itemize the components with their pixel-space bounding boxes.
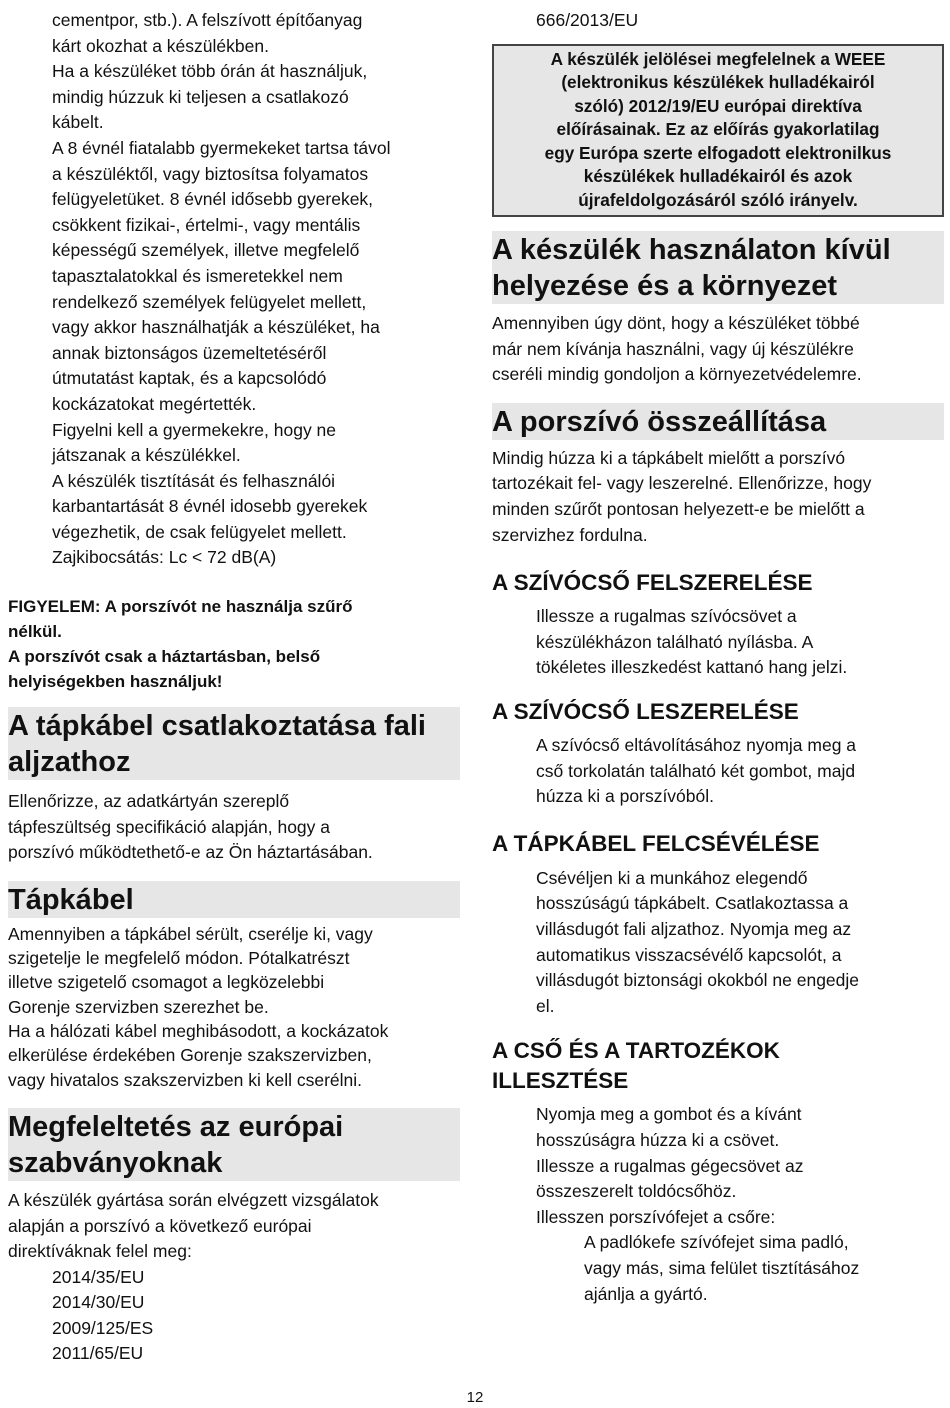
weee-line: A készülék jelölései megfelelnek a WEEE [550,48,886,69]
section-hose-remove [492,697,944,810]
text-line: hosszúságra húzza ki a csövet. [536,1129,780,1150]
text-line: csökkent fizikai-, értelmi-, vagy mentális [52,214,361,235]
warning-line: helyiségekben használjuk! [8,672,223,692]
text-line: porszívó működtethető-e az Ön háztartásában. [8,842,373,863]
text-line: Amennyiben a tápkábel sérült, cserélje ki, vagy [8,923,373,944]
section-heading: A TÁPKÁBEL FELCSÉVÉLÉSE [492,830,820,856]
section-hose-fit [492,568,944,681]
heading-line: A CSŐ ÉS A TARTOZÉKOK [492,1038,780,1064]
text-line: játszanak a készülékkel. [52,445,241,466]
text-line: Illesszen porszívófejet a csőre: [536,1206,776,1227]
text-line: vagy akkor használhatják a készüléket, ha [52,317,380,338]
text-line: Gorenje szervizben szerezhet be. [8,996,269,1017]
text-line: tökéletes illeszkedést kattanó hang jelzi. [536,657,848,678]
text-line: direktíváknak felel meg: [8,1241,192,1262]
warning-line: A porszívót csak a háztartásban, belső [8,647,321,667]
heading-line: ILLESZTÉSE [492,1068,629,1094]
section-heading [492,231,944,304]
text-line: elkerülése érdekében Gorenje szakszervizben, [8,1045,372,1066]
heading-line: aljzathoz [8,746,131,779]
right-column [492,0,944,1307]
section-heading [8,1108,460,1181]
text-line: Csévéljen ki a munkához elegendő [536,867,808,888]
heading-line: helyezése és a környezet [492,270,837,303]
text-line: végezhetik, de csak felügyelet mellett. [52,521,347,542]
text-line: automatikus visszacsévélő kapcsolót, a [536,944,842,965]
directive-item: 2014/35/EU [52,1266,145,1287]
text-line: Illessze a rugalmas szívócsövet a [536,606,797,627]
weee-line: készülékek hulladékairól és azok [583,166,853,187]
text-line: már nem kívánja használni, vagy új készülékre [492,338,854,359]
directive-item: 2011/65/EU [52,1343,144,1364]
heading-line: A porszívó összeállítása [492,405,827,438]
section-cable [8,881,460,1092]
section-heading: A SZÍVÓCSŐ FELSZERELÉSE [492,570,813,596]
text-line: Ha a készüléket több órán át használjuk, [52,61,368,82]
text-line: Nyomja meg a gombot és a kívánt [536,1104,802,1125]
weee-line: egy Európa szerte elfogadott elektronilkus [544,142,892,163]
text-line: el. [536,995,555,1016]
warning-block [8,594,460,694]
text-line: szigetelje le megfelelő módon. Pótalkatrészt [8,948,350,969]
weee-line: (elektronikus készülékek hulladékairól [561,72,875,93]
warning-line: nélkül. [8,622,62,642]
heading-line: Tápkábel [8,883,134,916]
text-line: Ellenőrizze, az adatkártyán szereplő [8,791,290,812]
text-line: annak biztonságos üzemeltetéséről [52,342,327,363]
text-line: Ha a hálózati kábel meghibásodott, a kockázatok [8,1021,389,1042]
text-line: A készülék tisztítását és felhasználói [52,470,336,491]
directive-item: 666/2013/EU [536,10,639,30]
directive-item: 2009/125/ES [52,1317,154,1338]
text-line: A szívócső eltávolításához nyomja meg a [536,735,857,756]
section-rewind [492,829,944,1020]
safety-text [8,0,460,571]
text-line: útmutatást kaptak, és a kapcsolódó [52,368,327,389]
text-line: alapján a porszívó a következő európai [8,1215,312,1236]
noise-level-line: Zajkibocsátás: Lc < 72 dB(A) [52,547,277,568]
text-line: Illessze a rugalmas gégecsövet az [536,1155,804,1176]
text-line: ajánlja a gyártó. [584,1283,708,1304]
text-line: kockázatokat megértették. [52,393,257,414]
heading-line: A tápkábel csatlakoztatása fali [8,710,426,743]
text-line: villásdugót biztonsági okokból ne engedje [536,970,860,991]
text-line: összeszerelt toldócsőhöz. [536,1181,737,1202]
text-line: rendelkező személyek felügyelet mellett, [52,291,367,312]
heading-line: A készülék használaton kívül [492,234,891,267]
page-number: 12 [466,1389,484,1406]
section-conformity [8,1108,460,1367]
text-line: vagy más, sima felület tisztításához [584,1257,860,1278]
text-line: illetve szigetelő csomagot a legközelebbi [8,972,325,993]
text-line: cseréli mindig gondoljon a környezetvédelemre. [492,364,862,385]
text-line: hosszúságú tápkábelt. Csatlakoztassa a [536,893,849,914]
text-line: a készüléktől, vagy biztosítsa folyamatos [52,163,369,184]
text-line: Figyelni kell a gyermekekre, hogy ne [52,419,337,440]
text-line: vagy hivatalos szakszervizben ki kell cserélni. [8,1069,363,1090]
text-line: készülékházon található nyílásba. A [536,631,814,652]
text-line: mindig húzzuk ki teljesen a csatlakozó [52,86,349,107]
text-line: tapasztalatokkal és ismeretekkel nem [52,265,343,286]
text-line: tápfeszültség specifikáció alapján, hogy a [8,816,331,837]
directive-item: 2014/30/EU [52,1292,145,1313]
heading-line: Megfeleltetés az európai [8,1110,344,1143]
text-line: kábelt. [52,112,104,133]
text-line: A padlókefe szívófejet sima padló, [584,1232,849,1253]
warning-line: FIGYELEM: A porszívót ne használja szűrő [8,597,353,617]
text-line: minden szűrőt pontosan helyezett-e be mielőtt a [492,499,865,520]
weee-notice-box [492,44,944,218]
text-line: szervizhez fordulna. [492,524,648,545]
section-assembly [492,403,944,548]
text-line: A készülék gyártása során elvégzett vizsgálatok [8,1189,379,1210]
heading-line: szabványoknak [8,1146,223,1179]
weee-line: szóló) 2012/19/EU európai direktíva [574,95,862,116]
text-line: kárt okozhat a készülékben. [52,35,269,56]
text-line: Mindig húzza ki a tápkábelt mielőtt a porszívó [492,447,846,468]
text-line: húzza ki a porszívóból. [536,786,715,807]
text-line: tartozékait fel- vagy leszerelné. Ellenőrizze, hogy [492,473,872,494]
section-heading [492,1036,944,1096]
section-heading [8,707,460,780]
text-line: A 8 évnél fiatalabb gyermekeket tartsa távol [52,137,391,158]
weee-line: újrafeldolgozásáról szóló irányelv. [578,189,858,210]
weee-line: előírásainak. Ez az előírás gyakorlatilag [556,119,880,140]
section-heading [492,403,944,440]
left-column [8,0,460,1367]
text-line: cső torkolatán található két gombot, majd [536,760,856,781]
text-line: karbantartását 8 évnél idosebb gyerekek [52,496,368,517]
section-socket [8,707,460,866]
section-heading: A SZÍVÓCSŐ LESZERELÉSE [492,699,799,725]
text-line: Amennyiben úgy dönt, hogy a készüléket többé [492,313,860,334]
text-line: képességű személyek, illetve megfelelő [52,240,360,261]
text-line: cementpor, stb.). A felszívott építőanyag [52,10,363,30]
text-line: villásdugót fali aljzathoz. Nyomja meg az [536,919,852,939]
section-heading [8,881,460,918]
section-disposal [492,231,944,388]
text-line: felügyeletüket. 8 évnél idősebb gyerekek, [52,189,374,210]
section-tube [492,1036,944,1307]
